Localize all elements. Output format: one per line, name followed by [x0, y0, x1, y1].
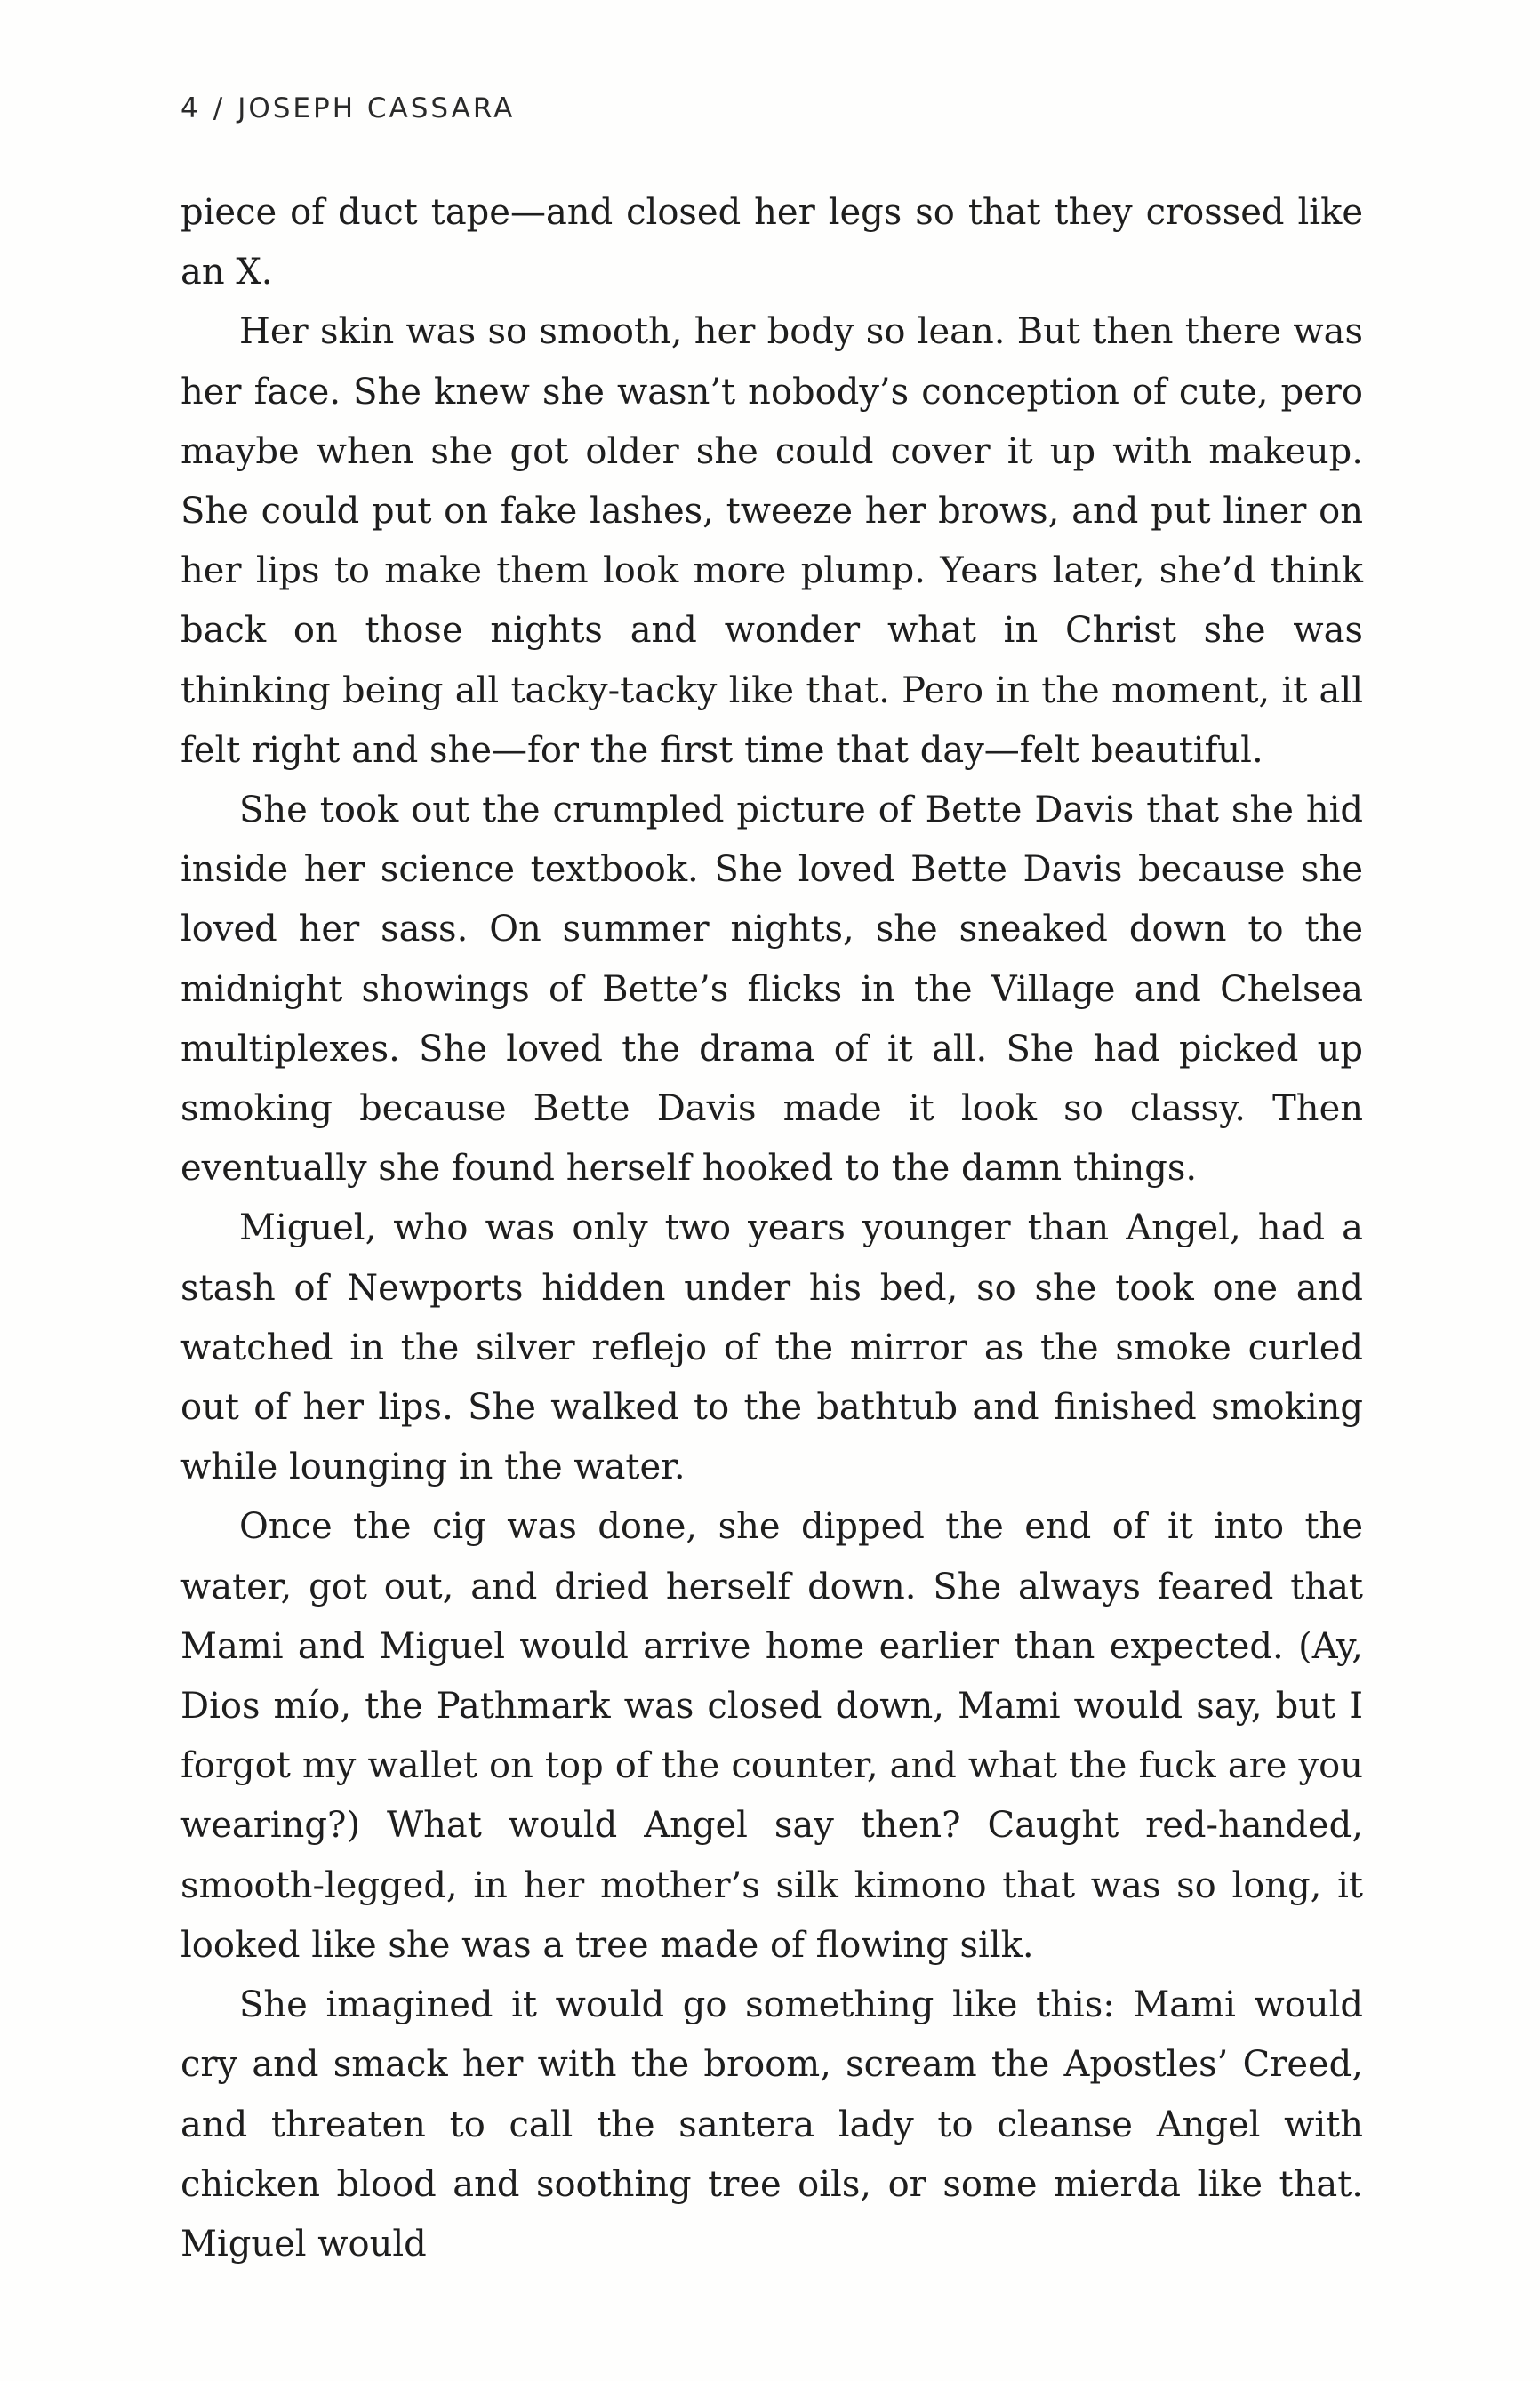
paragraph: She took out the crumpled picture of Bette Davis that she hid inside her science textbook. She loved Bette Davis because she loved her sass. On summer nights, she sneaked down to the midnight showings of Bette’s flicks in the Village and Chelsea multiplexes. She loved the drama of it all. She had picked up smoking because Bette Davis made it look so classy. Then eventually she found herself hooked to the damn things.	[180, 790, 1363, 1190]
paragraph: Miguel, who was only two years younger than Angel, had a stash of Newports hidden under his bed, so she took one and watched in the silver reflejo of the mirror as the smoke curled out of her lips. She walked to the bathtub and finished smoking while lounging in the water.	[180, 1207, 1363, 1488]
author-name: JOSEPH CASSARA	[237, 92, 516, 124]
running-header	[180, 92, 515, 124]
paragraph: Once the cig was done, she dipped the end of it into the water, got out, and dried herself down. She always feared that Mami and Miguel would arrive home earlier than expected. (Ay, Dios mío, the Pathmark was closed down, Mami would say, but I forgot my wallet on top of the counter, and what the fuck are you wearing?) What would Angel say then? Caught red-handed, smooth-legged, in her mother’s silk kimono that was so long, it looked like she was a tree made of flowing silk.	[180, 1506, 1363, 1966]
paragraph: Her skin was so smooth, her body so lean. But then there was her face. She knew she wasn’t nobody’s conception of cute, pero maybe when she got older she could cover it up with makeup. She could put on fake lashes, tweeze her brows, and put liner on her lips to make them look more plump. Years later, she’d think back on those nights and wonder what in Christ she was thinking being all tacky-tacky like that. Pero in the moment, it all felt right and she—for the first time that day—felt beautiful.	[180, 311, 1363, 771]
page-number: 4	[180, 92, 201, 124]
header-separator: /	[213, 92, 226, 124]
body-text	[180, 183, 1363, 2274]
paragraph: She imagined it would go something like this: Mami would cry and smack her with the broom, scream the Apostles’ Creed, and threaten to call the santera lady to cleanse Angel with chicken blood and soothing tree oils, or some mierda like that. Miguel would	[180, 1984, 1363, 2265]
paragraph: piece of duct tape—and closed her legs so that they crossed like an X.	[180, 192, 1363, 293]
